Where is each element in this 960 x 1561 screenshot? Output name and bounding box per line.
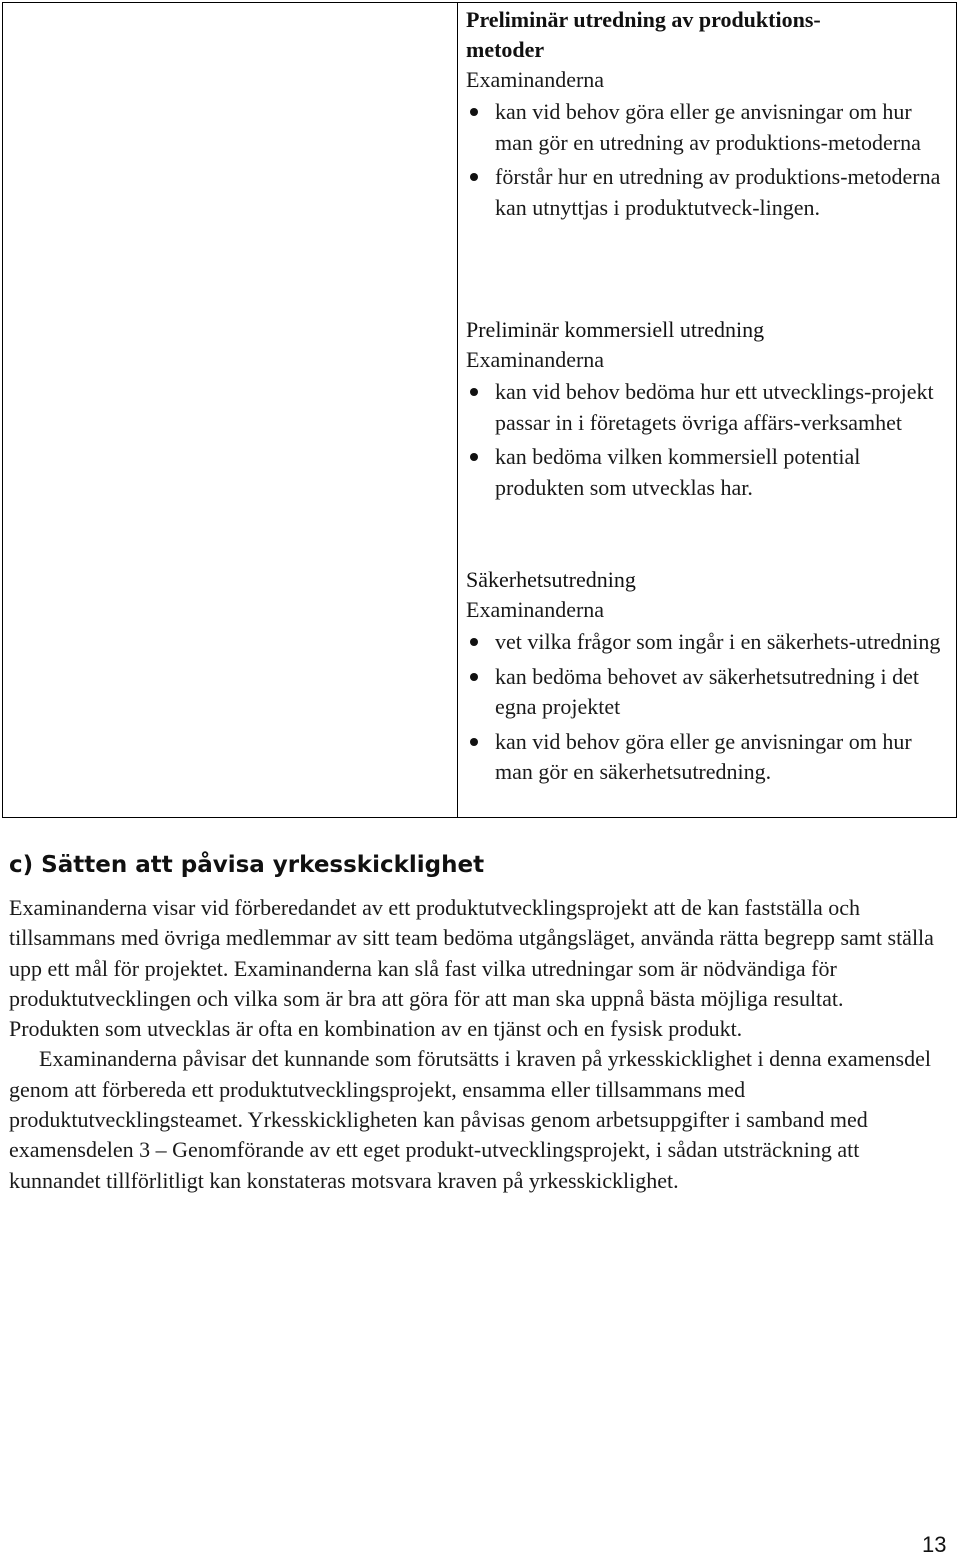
page-number: 13 <box>922 1532 947 1557</box>
bullet-icon <box>470 108 478 116</box>
paragraph: Examinanderna visar vid förberedandet av ett produktutvecklingsprojekt att de kan fastställa och tillsammans med övriga medlemmar av sitt team bedöma utgångsläget, använda rätta begrepp samt ställa upp ett mål för projektet. Examinanderna kan slå fast vilka utredningar som är nödvändiga för produktutvecklingen och vilka som är bra att göra för att man ska uppnå bästa möjliga resultat. Produkten som utvecklas är ofta en kombination av en tjänst och en fysisk produkt. <box>9 895 934 1042</box>
list-item-text: vet vilka frågor som ingår i en säkerhets-utredning <box>495 629 941 654</box>
section-title: Preliminär kommersiell utredning <box>466 317 765 342</box>
list-item-text: kan vid behov göra eller ge anvisningar om hur man gör en säkerhetsutredning. <box>495 728 912 784</box>
section-subtitle: Examinanderna <box>466 347 605 372</box>
section-c-body <box>9 893 939 1196</box>
section-commercial <box>466 315 950 507</box>
section-production-methods <box>466 5 950 227</box>
list-item <box>466 97 950 158</box>
section-subtitle: Examinanderna <box>466 67 605 92</box>
bullet-icon <box>470 388 478 396</box>
requirements-table <box>2 2 957 818</box>
bullet-list <box>466 627 950 788</box>
list-item-text: kan vid behov göra eller ge anvisningar om hur man gör en utredning av produktions-metoderna <box>495 99 921 155</box>
section-c-heading: c) Sätten att påvisa yrkesskicklighet <box>9 852 485 878</box>
bullet-icon <box>470 738 478 746</box>
list-item-text: kan bedöma vilken kommersiell potential produkten som utvecklas har. <box>495 444 861 500</box>
list-item <box>466 442 950 503</box>
bullet-icon <box>470 638 478 646</box>
table-left-column <box>3 3 458 817</box>
list-item-text: kan vid behov bedöma hur ett utvecklings-projekt passar in i företagets övriga affärs-verksamhet <box>495 379 934 435</box>
list-item <box>466 662 950 723</box>
paragraph: Examinanderna påvisar det kunnande som förutsätts i kraven på yrkesskicklighet i denna examensdel genom att förbereda ett produktutvecklingsprojekt, ensamma eller tillsammans med produktutvecklingsteamet. Yrkesskickligheten kan påvisas genom arbetsuppgifter i samband med examensdelen 3 – Genomförande av ett eget produkt-utvecklingsprojekt, i sådan utsträckning att kunnandet tillförlitligt kan konstateras motsvara kraven på yrkesskicklighet. <box>9 1046 931 1193</box>
bullet-icon <box>470 173 478 181</box>
bullet-list <box>466 377 950 503</box>
section-subtitle: Examinanderna <box>466 597 605 622</box>
table-right-column <box>458 3 956 817</box>
bullet-icon <box>470 453 478 461</box>
list-item <box>466 727 950 788</box>
list-item-text: förstår hur en utredning av produktions-metoderna kan utnyttjas i produktutveck-lingen. <box>495 164 941 220</box>
section-title: Säkerhetsutredning <box>466 567 636 592</box>
bullet-icon <box>470 673 478 681</box>
section-title: Preliminär utredning av produktions- metoder <box>466 7 821 62</box>
list-item-text: kan bedöma behovet av säkerhetsutredning i det egna projektet <box>495 663 919 719</box>
list-item <box>466 162 950 223</box>
section-safety <box>466 565 950 792</box>
list-item <box>466 377 950 438</box>
bullet-list <box>466 97 950 223</box>
list-item <box>466 627 950 658</box>
